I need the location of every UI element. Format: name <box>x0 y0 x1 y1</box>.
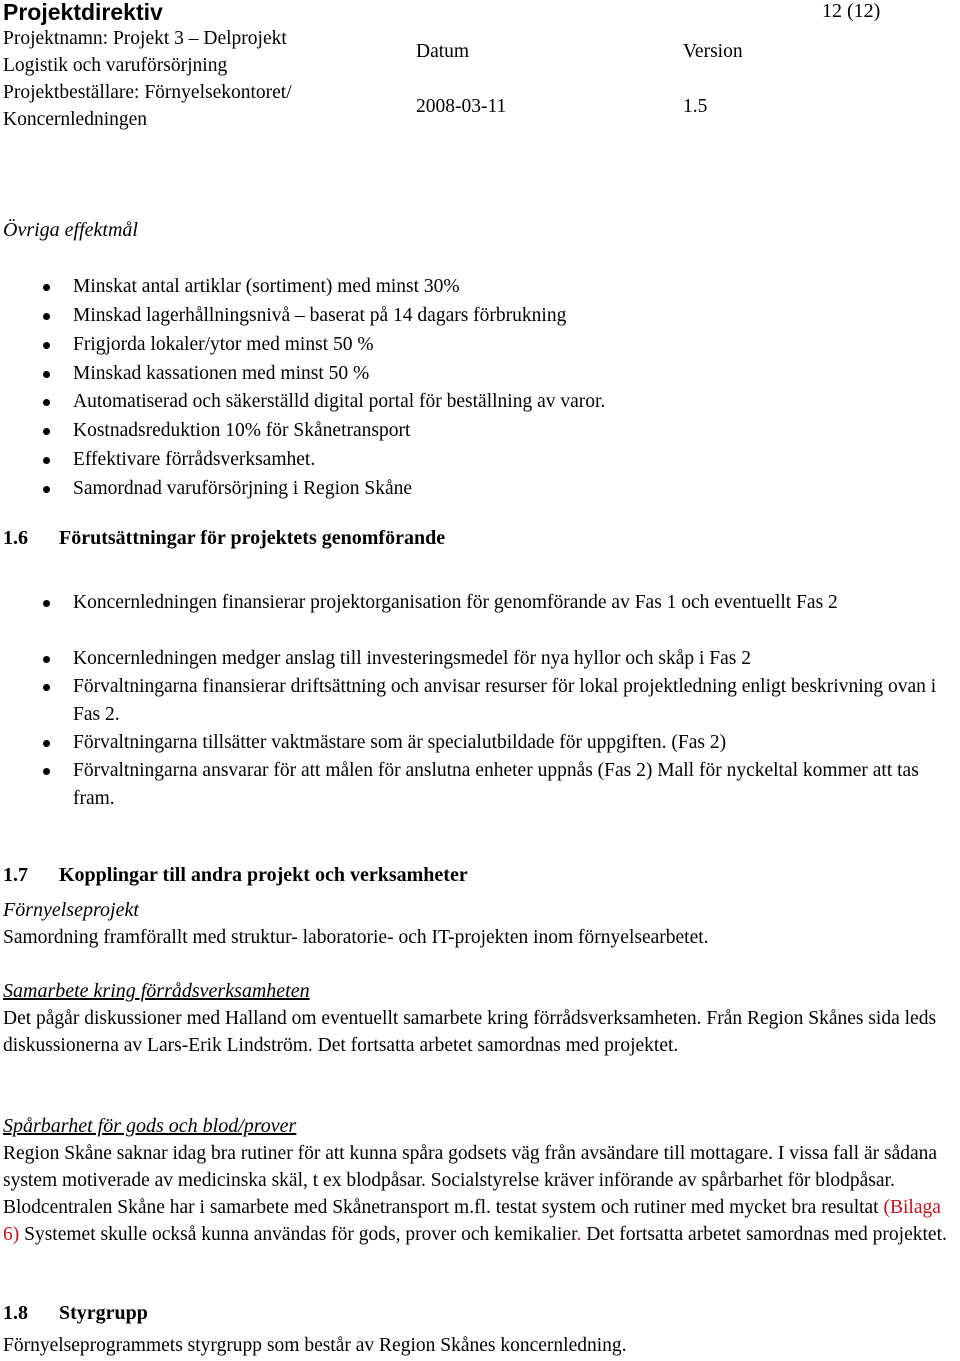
project-owner-line-2: Koncernledningen <box>3 109 148 130</box>
list-item: Kostnadsreduktion 10% för Skånetransport <box>73 420 411 441</box>
list-item: Automatiserad och säkerställd digital portal för beställning av varor. <box>73 391 606 412</box>
bullet-icon <box>43 486 50 493</box>
section-number: 1.8 <box>3 1302 28 1324</box>
section-1-8-heading <box>3 1302 148 1325</box>
bullet-icon <box>43 768 50 775</box>
date-label: Datum <box>416 41 470 62</box>
subheading-sparbarhet: Spårbarhet för gods och blod/prover <box>3 1115 297 1137</box>
document-type: Projektdirektiv <box>3 0 163 25</box>
date-value: 2008-03-11 <box>416 96 507 117</box>
paragraph-text: Det fortsatta arbetet samordnas med projektet. <box>581 1224 947 1245</box>
bullet-icon <box>43 371 50 378</box>
list-item: Förvaltningarna finansierar driftsättning och anvisar resurser för lokal projektledning enligt beskrivning ovan i Fas 2. <box>73 676 937 725</box>
bullet-icon <box>43 457 50 464</box>
subheading-fornyelseprojekt: Förnyelseprojekt <box>3 899 139 921</box>
page-number: 12 (12) <box>822 0 881 22</box>
list-item: Förvaltningarna ansvarar för att målen för anslutna enheter uppnås (Fas 2) Mall för nyckeltal kommer att tas fram. <box>73 760 919 809</box>
bullet-icon <box>43 313 50 320</box>
project-owner-line: Projektbeställare: Förnyelsekontoret/ <box>3 82 292 103</box>
paragraph-styrgrupp: Förnyelseprogrammets styrgrupp som består av Region Skånes koncernledning. <box>3 1335 627 1356</box>
list-item: Koncernledningen medger anslag till investeringsmedel för nya hyllor och skåp i Fas 2 <box>73 648 751 669</box>
list-item: Koncernledningen finansierar projektorganisation för genomförande av Fas 1 och eventuellt Fas 2 <box>73 592 838 613</box>
section-title: Förutsättningar för projektets genomförande <box>59 527 446 549</box>
list-item: Frigjorda lokaler/ytor med minst 50 % <box>73 334 374 355</box>
bullet-icon <box>43 684 50 691</box>
list-item: Minskad lagerhållningsnivå – baserat på 14 dagars förbrukning <box>73 305 567 326</box>
section-number: 1.6 <box>3 527 28 549</box>
section-1-6-heading <box>3 527 445 550</box>
bullet-icon <box>43 342 50 349</box>
red-period: . <box>576 1224 582 1245</box>
list-item: Minskat antal artiklar (sortiment) med minst 30% <box>73 276 460 297</box>
subheading-samarbete: Samarbete kring förrådsverksamheten <box>3 980 310 1002</box>
bullet-icon <box>43 399 50 406</box>
paragraph-sparbarhet <box>3 1140 958 1248</box>
project-name-line: Projektnamn: Projekt 3 – Delprojekt <box>3 28 287 49</box>
attachment-link[interactable]: (Bilaga 6) <box>3 1197 941 1245</box>
bullet-icon <box>43 428 50 435</box>
bullet-icon <box>43 656 50 663</box>
bullet-icon <box>43 600 50 607</box>
paragraph-fornyelseprojekt: Samordning framförallt med struktur- laboratorie- och IT-projekten inom förnyelsearbetet. <box>3 927 709 948</box>
bullet-icon <box>43 284 50 291</box>
paragraph-text: Systemet skulle också kunna användas för gods, prover och kemikalier <box>19 1224 577 1245</box>
section-number: 1.7 <box>3 864 28 886</box>
bullet-icon <box>43 740 50 747</box>
paragraph-samarbete: Det pågår diskussioner med Halland om eventuellt samarbete kring förrådsverksamheten. Från Region Skånes sida leds diskussionerna av Lars-Erik Lindström. Det fortsatta arbetet samordnas med projektet. <box>3 1008 937 1056</box>
section-title: Styrgrupp <box>59 1302 148 1324</box>
list-item: Samordnad varuförsörjning i Region Skåne <box>73 478 413 499</box>
list-item: Minskad kassationen med minst 50 % <box>73 363 370 384</box>
list-item: Effektivare förrådsverksamhet. <box>73 449 316 470</box>
effektmal-heading: Övriga effektmål <box>3 219 138 241</box>
project-subname-line: Logistik och varuförsörjning <box>3 55 228 76</box>
section-1-7-heading <box>3 864 468 887</box>
list-item: Förvaltningarna tillsätter vaktmästare som är specialutbildade för uppgiften. (Fas 2) <box>73 732 727 753</box>
section-title: Kopplingar till andra projekt och verksamheter <box>59 864 468 886</box>
version-label: Version <box>683 41 743 62</box>
version-value: 1.5 <box>683 96 708 117</box>
paragraph-text: Region Skåne saknar idag bra rutiner för att kunna spåra godsets väg från avsändare till mottagare. I vissa fall är sådana system motiverade av medicinska skäl, t ex blodpåsar. Socialstyrelse kräver införande av spårbarhet för blodpåsar. Blodcentralen Skåne har i samarbete med Skånetransport m.fl. testat system och rutiner med mycket bra resultat <box>3 1143 938 1218</box>
